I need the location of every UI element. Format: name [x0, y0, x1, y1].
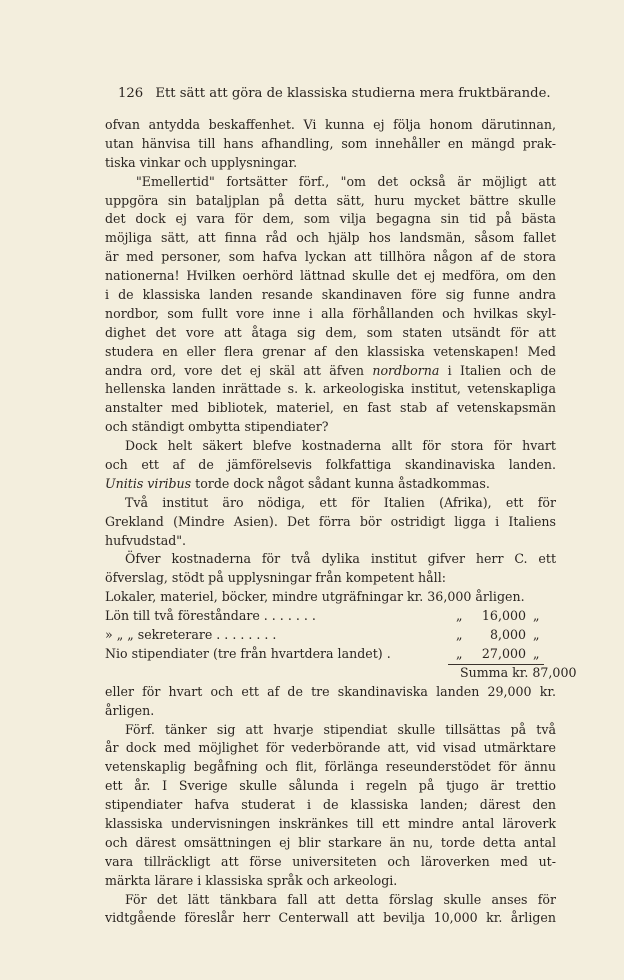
text-line: vidtgående föreslår herr Centerwall att bevilja 10,000 kr. årligen [105, 910, 556, 926]
cost-row [105, 626, 556, 645]
text-line: stipendiater hafva studerat i de klassiska landen; därest den [105, 797, 556, 813]
text-line: Öfver kostnaderna för två dylika institut gifver herr C. ett [125, 551, 556, 567]
cost-row [105, 607, 556, 626]
text-line [105, 475, 556, 494]
text-line: ofvan antydda beskaffenhet. Vi kunna ej följa honom därutinnan, [105, 117, 556, 132]
text-line: märkta lärare i klassiska språk och arkeologi. [105, 872, 398, 888]
text-line: och därest omsättningen ej blir starkare än nu, torde detta antal [105, 834, 556, 850]
text-line: Två institut äro nödiga, ett för Italien (Afrika), ett för [125, 494, 556, 510]
text-line: i de klassiska landen resande skandinaven före sig funne andra [105, 287, 556, 303]
text-line: öfverslag, stödt på upplysningar från kompetent håll: [105, 570, 446, 586]
italic-term: Unitis viribus [105, 475, 192, 491]
text-line: studera en eller flera grenar af den klassiska vetenskapen! Med [105, 343, 556, 359]
text-run: torde dock något sådant kunna åstadkommas. [195, 475, 490, 491]
text-line: utan hänvisa till hans afhandling, som innehåller en mängd prak- [105, 135, 556, 151]
cost-amount: 8,000 [489, 627, 526, 643]
text-line: dighet det vore att åtaga sig dem, som staten utsändt för att [105, 324, 556, 340]
cost-label: Nio stipendiater (tre från hvartdera landet) . [105, 645, 391, 661]
text-line: Grekland (Mindre Asien). Det förra bör ostridigt ligga i Italiens [105, 513, 556, 529]
text-line: och ett af de jämförelsevis folkfattiga skandinaviska landen. [105, 457, 556, 473]
text-run: i Italien och de [447, 362, 556, 378]
cost-sum: Summa kr. 87,000 [460, 664, 577, 680]
cost-currency: „ [456, 645, 463, 661]
text-line: uppgöra sin bataljplan på detta sätt, huru mycket bättre skulle [105, 192, 556, 208]
text-body [105, 116, 577, 928]
text-line: tiska vinkar och upplysningar. [105, 154, 298, 170]
cost-currency: „ [456, 608, 463, 624]
text-line [105, 362, 556, 381]
running-title: Ett sätt att göra de klassiska studierna mera fruktbärande. [155, 86, 551, 101]
text-line: vetenskaplig begåfning och flit, förlänga reseunderstödet för ännu [105, 759, 556, 775]
cost-sum-row [105, 664, 577, 683]
text-run: andra ord, vore det ej skäl att äfven [105, 362, 365, 378]
cost-amount: 27,000 [481, 645, 526, 661]
cost-unit: „ [533, 627, 540, 643]
text-line: och ständigt ombytta stipendiater? [105, 419, 329, 435]
cost-amount: 16,000 [481, 608, 526, 624]
text-line: möjliga sätt, att finna råd och hjälp hos landsmän, såsom fallet [105, 230, 556, 246]
text-line: vara tillräckligt att förse universiteten och läroverken med ut- [105, 853, 556, 869]
cost-unit: „ [533, 645, 540, 661]
text-line: nationerna! Hvilken oerhörd lättnad skulle det ej medföra, om den [105, 268, 556, 284]
text-line: det dock ej vara för dem, som vilja begagna sin tid på bästa [105, 211, 556, 227]
text-line: år dock med möjlighet för vederbörande att, vid visad utmärktare [105, 740, 556, 756]
text-line: "Emellertid" fortsätter förf., "om det också är möjligt att [136, 173, 556, 189]
text-line: nordbor, som fullt vore inne i alla förhållanden och hvilkas skyl- [105, 305, 556, 321]
running-header [118, 86, 551, 101]
cost-row: Lokaler, materiel, böcker, mindre utgräfningar kr. 36,000 årligen. [105, 589, 525, 605]
page-number: 126 [118, 86, 144, 101]
italic-term: nordborna [372, 362, 440, 378]
text-line: Dock helt säkert blefve kostnaderna allt för stora för hvart [125, 438, 556, 454]
text-line: eller för hvart och ett af de tre skandinaviska landen 29,000 kr. [105, 683, 556, 699]
cost-unit: „ [533, 608, 540, 624]
text-line: ett år. I Sverige skulle sålunda i regeln på tjugo är trettio [105, 778, 556, 794]
text-line: klassiska undervisningen inskränkes till ett mindre antal läroverk [105, 815, 556, 831]
text-line: Förf. tänker sig att hvarje stipendiat skulle tillsättas på två [125, 721, 556, 737]
text-line: anstalter med bibliotek, materiel, en fast stab af vetenskapsmän [105, 400, 556, 416]
cost-label: » „ „ sekreterare . . . . . . . . [105, 627, 277, 643]
text-line: hellenska landen inrättade s. k. arkeologiska institut, vetenskapliga [105, 381, 556, 397]
text-line: hufvudstad". [105, 532, 187, 548]
cost-currency: „ [456, 627, 463, 643]
cost-row [105, 645, 556, 664]
text-line: är med personer, som hafva lyckan att tillhöra någon af de stora [105, 249, 556, 265]
cost-label: Lön till två föreståndare . . . . . . . [105, 608, 316, 624]
text-line: För det lätt tänkbara fall att detta förslag skulle anses för [125, 891, 556, 907]
text-line: årligen. [105, 702, 155, 718]
